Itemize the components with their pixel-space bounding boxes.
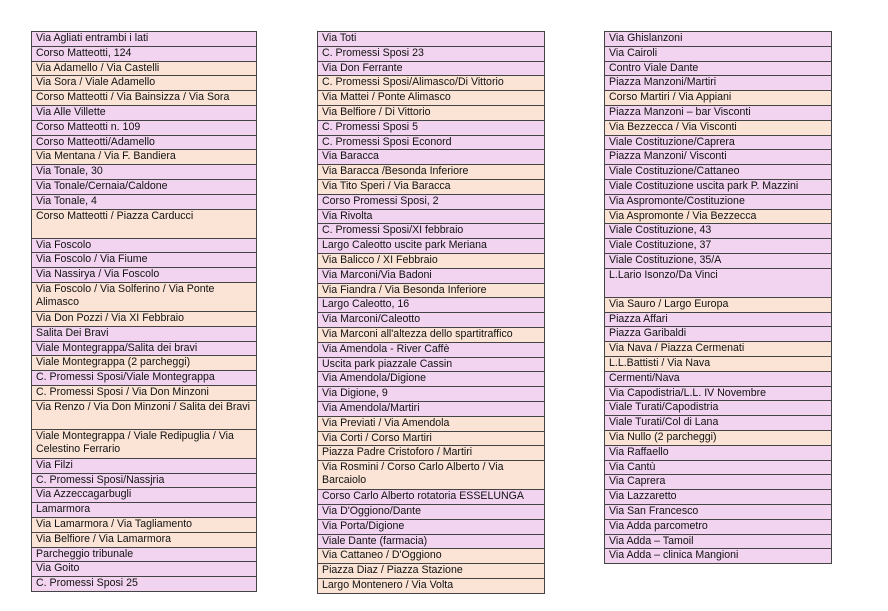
table-row: [32, 371, 257, 386]
table-row: [605, 135, 832, 150]
address-cell: C. Promessi Sposi Econord: [318, 135, 545, 150]
address-cell: Via Foscolo / Via Solferino / Via Ponte Alimasco: [32, 282, 257, 311]
table-row: [605, 430, 832, 445]
table-row: [605, 209, 832, 224]
table-row: [32, 253, 257, 268]
table-row: [32, 165, 257, 180]
table-row: [318, 268, 545, 283]
address-cell: Via Amendola - River Caffè: [318, 342, 545, 357]
table-row: [605, 194, 832, 209]
address-cell: Largo Caleotto uscite park Meriana: [318, 239, 545, 254]
address-cell: L.L.Battisti / Via Nava: [605, 356, 832, 371]
address-cell: Via Rosmini / Corso Carlo Alberto / Via Barcaiolo: [318, 461, 545, 490]
address-cell: Viale Costituzione, 37: [605, 239, 832, 254]
table-row: [605, 76, 832, 91]
address-cell: Corso Promessi Sposi, 2: [318, 194, 545, 209]
address-cell: Via Tonale/Cernaia/Caldone: [32, 179, 257, 194]
address-cell: Via Sora / Viale Adamello: [32, 76, 257, 91]
table-row: [318, 416, 545, 431]
address-cell: Via Adda – Tamoil: [605, 534, 832, 549]
table-row: [32, 517, 257, 532]
table-row: [32, 356, 257, 371]
address-cell: Viale Costituzione, 35/A: [605, 253, 832, 268]
address-cell: Uscita park piazzale Cassin: [318, 357, 545, 372]
table-row: [32, 105, 257, 120]
table-row: [605, 239, 832, 254]
table-row: [32, 429, 257, 458]
address-cell: Via Aspromonte / Via Bezzecca: [605, 209, 832, 224]
address-cell: Viale Dante (farmacia): [318, 534, 545, 549]
address-cell: Corso Matteotti, 124: [32, 46, 257, 61]
address-cell: Via Nassirya / Via Foscolo: [32, 268, 257, 283]
table-row: [318, 549, 545, 564]
address-cell: Viale Montegrappa / Viale Redipuglia / Via Celestino Ferrario: [32, 429, 257, 458]
address-cell: Via Agliati entrambi i lati: [32, 32, 257, 47]
address-cell: Via Belfiore / Via Lamarmora: [32, 532, 257, 547]
address-cell: L.Lario Isonzo/Da Vinci: [605, 268, 832, 297]
table-row: [318, 224, 545, 239]
address-cell: Via Rivolta: [318, 209, 545, 224]
address-cell: Via Don Pozzi / Via XI Febbraio: [32, 311, 257, 326]
table-row: [32, 488, 257, 503]
address-cell: C. Promessi Sposi/Alimasco/Di Vittorio: [318, 76, 545, 91]
address-cell: Via Corti / Corso Martiri: [318, 431, 545, 446]
address-table-column-3: [604, 31, 832, 564]
table-row: [318, 283, 545, 298]
table-row: [318, 357, 545, 372]
address-cell: Piazza Diaz / Piazza Stazione: [318, 564, 545, 579]
address-cell: Parcheggio tribunale: [32, 547, 257, 562]
table-row: [318, 387, 545, 402]
address-cell: C. Promessi Sposi / Via Don Minzoni: [32, 385, 257, 400]
table-row: [32, 577, 257, 592]
table-row: [318, 179, 545, 194]
address-cell: Via Goito: [32, 562, 257, 577]
table-row: [318, 313, 545, 328]
address-cell: Via Nullo (2 parcheggi): [605, 430, 832, 445]
table-row: [605, 342, 832, 357]
address-cell: Via Aspromonte/Costituzione: [605, 194, 832, 209]
table-row: [318, 209, 545, 224]
table-row: [605, 32, 832, 47]
table-row: [32, 91, 257, 106]
address-cell: Viale Costituzione uscita park P. Mazzini: [605, 179, 832, 194]
table-row: [32, 311, 257, 326]
table-row: [32, 532, 257, 547]
table-row: [318, 446, 545, 461]
table-row: [318, 431, 545, 446]
address-cell: Via Digione, 9: [318, 387, 545, 402]
table-row: [605, 327, 832, 342]
address-cell: Via Mentana / Via F. Bandiera: [32, 150, 257, 165]
address-cell: C. Promessi Sposi 23: [318, 46, 545, 61]
address-cell: C. Promessi Sposi 25: [32, 577, 257, 592]
table-row: [318, 461, 545, 490]
address-cell: Viale Costituzione, 43: [605, 224, 832, 239]
address-cell: Via Cattaneo / D'Oggiono: [318, 549, 545, 564]
table-row: [318, 76, 545, 91]
address-cell: Via San Francesco: [605, 504, 832, 519]
table-row: [32, 562, 257, 577]
table-row: [32, 547, 257, 562]
table-row: [318, 578, 545, 593]
table-row: [32, 326, 257, 341]
address-cell: Via Balicco / XI Febbraio: [318, 253, 545, 268]
address-cell: Via Porta/Digione: [318, 519, 545, 534]
address-cell: Via Tito Speri / Via Baracca: [318, 179, 545, 194]
address-cell: Viale Montegrappa (2 parcheggi): [32, 356, 257, 371]
address-cell: Largo Montenero / Via Volta: [318, 578, 545, 593]
address-cell: Via Raffaello: [605, 445, 832, 460]
address-cell: Via Fiandra / Via Besonda Inferiore: [318, 283, 545, 298]
table-row: [318, 564, 545, 579]
table-row: [32, 120, 257, 135]
table-row: [32, 61, 257, 76]
address-cell: Viale Turati/Col di Lana: [605, 416, 832, 431]
table-row: [318, 239, 545, 254]
address-cell: Contro Viale Dante: [605, 61, 832, 76]
address-cell: Via Azzeccagarbugli: [32, 488, 257, 503]
table-row: [318, 298, 545, 313]
table-row: [318, 150, 545, 165]
table-row: [318, 519, 545, 534]
table-row: [318, 135, 545, 150]
table-row: [318, 91, 545, 106]
address-cell: Via Toti: [318, 32, 545, 47]
table-row: [605, 224, 832, 239]
address-cell: Via Filzi: [32, 458, 257, 473]
table-row: [32, 135, 257, 150]
table-row: [32, 473, 257, 488]
address-cell: Via Bezzecca / Via Visconti: [605, 120, 832, 135]
table-row: [32, 194, 257, 209]
address-cell: Cermenti/Nava: [605, 371, 832, 386]
address-cell: Piazza Padre Cristoforo / Martiri: [318, 446, 545, 461]
address-cell: Via Ghislanzoni: [605, 32, 832, 47]
address-cell: Via Don Ferrante: [318, 61, 545, 76]
table-row: [605, 312, 832, 327]
table-row: [318, 253, 545, 268]
address-cell: Via Capodistria/L.L. IV Novembre: [605, 386, 832, 401]
address-cell: C. Promessi Sposi/XI febbraio: [318, 224, 545, 239]
table-row: [32, 150, 257, 165]
table-row: [605, 356, 832, 371]
table-row: [32, 238, 257, 253]
address-cell: Piazza Manzoni – bar Visconti: [605, 105, 832, 120]
table-row: [605, 549, 832, 564]
table-row: [318, 401, 545, 416]
table-row: [318, 372, 545, 387]
address-cell: Via Amendola/Martiri: [318, 401, 545, 416]
address-table-column-1: [31, 31, 257, 592]
address-cell: Via Marconi/Caleotto: [318, 313, 545, 328]
table-row: [605, 46, 832, 61]
address-cell: Via D'Oggiono/Dante: [318, 504, 545, 519]
address-cell: Via Baracca: [318, 150, 545, 165]
table-row: [605, 61, 832, 76]
address-cell: Via Baracca /Besonda Inferiore: [318, 165, 545, 180]
table-row: [318, 534, 545, 549]
address-cell: Via Amendola/Digione: [318, 372, 545, 387]
address-cell: C. Promessi Sposi 5: [318, 120, 545, 135]
table-row: [32, 341, 257, 356]
address-cell: Viale Turati/Capodistria: [605, 401, 832, 416]
address-cell: Via Nava / Piazza Cermenati: [605, 342, 832, 357]
table-row: [32, 179, 257, 194]
table-row: [605, 490, 832, 505]
table-row: [32, 76, 257, 91]
table-row: [605, 504, 832, 519]
address-cell: Via Mattei / Ponte Alimasco: [318, 91, 545, 106]
table-row: [605, 460, 832, 475]
table-row: [605, 401, 832, 416]
table-row: [318, 165, 545, 180]
table-row: [318, 342, 545, 357]
address-cell: C. Promessi Sposi/Viale Montegrappa: [32, 371, 257, 386]
table-row: [32, 268, 257, 283]
address-cell: Via Marconi/Via Badoni: [318, 268, 545, 283]
address-cell: Via Foscolo / Via Fiume: [32, 253, 257, 268]
address-cell: Via Marconi all'altezza dello spartitraffico: [318, 327, 545, 342]
table-row: [605, 386, 832, 401]
address-cell: Via Sauro / Largo Europa: [605, 297, 832, 312]
table-row: [32, 458, 257, 473]
table-row: [605, 268, 832, 297]
table-row: [605, 371, 832, 386]
address-cell: Via Tonale, 4: [32, 194, 257, 209]
table-row: [32, 282, 257, 311]
table-row: [318, 194, 545, 209]
address-cell: Via Lamarmora / Via Tagliamento: [32, 517, 257, 532]
table-row: [32, 385, 257, 400]
table-row: [605, 105, 832, 120]
address-cell: Via Caprera: [605, 475, 832, 490]
address-cell: Piazza Garibaldi: [605, 327, 832, 342]
table-row: [318, 46, 545, 61]
table-row: [605, 150, 832, 165]
table-row: [318, 32, 545, 47]
table-row: [605, 534, 832, 549]
table-row: [32, 46, 257, 61]
table-row: [605, 416, 832, 431]
address-cell: Via Tonale, 30: [32, 165, 257, 180]
table-row: [605, 519, 832, 534]
address-cell: Via Adda – clinica Mangioni: [605, 549, 832, 564]
address-cell: Via Lazzaretto: [605, 490, 832, 505]
table-row: [32, 400, 257, 429]
address-cell: Corso Carlo Alberto rotatoria ESSELUNGA: [318, 490, 545, 505]
address-cell: Corso Matteotti n. 109: [32, 120, 257, 135]
table-row: [318, 61, 545, 76]
table-row: [32, 503, 257, 518]
address-cell: Corso Matteotti/Adamello: [32, 135, 257, 150]
address-cell: Corso Martiri / Via Appiani: [605, 91, 832, 106]
address-cell: Lamarmora: [32, 503, 257, 518]
address-cell: Corso Matteotti / Piazza Carducci: [32, 209, 257, 238]
table-row: [318, 327, 545, 342]
address-cell: Viale Montegrappa/Salita dei bravi: [32, 341, 257, 356]
address-cell: Via Adda parcometro: [605, 519, 832, 534]
table-row: [605, 253, 832, 268]
address-cell: Viale Costituzione/Caprera: [605, 135, 832, 150]
table-row: [318, 120, 545, 135]
address-cell: Viale Costituzione/Cattaneo: [605, 165, 832, 180]
table-row: [605, 297, 832, 312]
address-cell: Largo Caleotto, 16: [318, 298, 545, 313]
table-row: [605, 91, 832, 106]
address-cell: Via Adamello / Via Castelli: [32, 61, 257, 76]
address-cell: Via Alle Villette: [32, 105, 257, 120]
address-table-column-2: [317, 31, 545, 594]
address-cell: C. Promessi Sposi/Nassjria: [32, 473, 257, 488]
address-cell: Via Foscolo: [32, 238, 257, 253]
table-row: [318, 105, 545, 120]
address-cell: Via Cairoli: [605, 46, 832, 61]
address-cell: Via Belfiore / Di Vittorio: [318, 105, 545, 120]
table-row: [32, 32, 257, 47]
address-cell: Via Previati / Via Amendola: [318, 416, 545, 431]
table-row: [605, 445, 832, 460]
address-cell: Salita Dei Bravi: [32, 326, 257, 341]
table-row: [605, 179, 832, 194]
address-cell: Piazza Affari: [605, 312, 832, 327]
table-row: [32, 209, 257, 238]
address-cell: Via Renzo / Via Don Minzoni / Salita dei Bravi: [32, 400, 257, 429]
address-cell: Corso Matteotti / Via Bainsizza / Via Sora: [32, 91, 257, 106]
table-row: [605, 475, 832, 490]
table-row: [318, 490, 545, 505]
address-cell: Piazza Manzoni/ Visconti: [605, 150, 832, 165]
table-row: [605, 120, 832, 135]
table-row: [605, 165, 832, 180]
table-row: [318, 504, 545, 519]
address-cell: Piazza Manzoni/Martiri: [605, 76, 832, 91]
address-cell: Via Cantù: [605, 460, 832, 475]
